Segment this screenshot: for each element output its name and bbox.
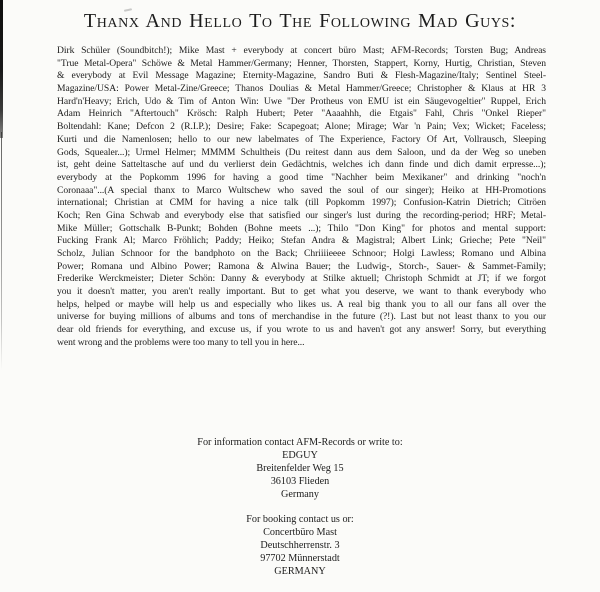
thanks-paragraph — [57, 45, 546, 350]
paragraph-line: Coronaaa"...(A special thanx to Marco Wultschew who saved the soul of our singer); Heiko at HH-Promotions — [57, 184, 546, 196]
paragraph-line: dear old friends for everything, and excuse us, if you wrote to us and haven't got any answer! Sorry, but everything — [57, 324, 546, 336]
paragraph-line: & everybody at Evil Message Magazine; Eternity-Magazine, Sandro Buti & Flesh-Magazine/Italy; Sentinel Steel- — [57, 70, 546, 82]
paragraph-line: everybody at the Popkomm 1996 for having a good time "Nachher beim Mexikaner" and drinking "noch'n — [57, 171, 546, 183]
paragraph-line: ist, geht deine Satteltasche auf und du verlierst dein Gedächtnis, welches ich dann finde und dich damit erpresse...); — [57, 159, 546, 171]
info-contact-heading: For information contact AFM-Records or write to: — [197, 437, 403, 448]
paragraph-line: Fucking Frank Al; Marco Fröhlich; Paddy; Heiko; Stefan Andra & Magistral; Albert Link; Grieche; Pete "Neil" — [57, 235, 546, 247]
paragraph-line: you it doesn't matter, you aren't really important. But to get what you deserve, we want to thank everybody who — [57, 286, 546, 298]
address-line: Breitenfelder Weg 15 — [256, 463, 344, 474]
page-title: Thanx And Hello To The Following Mad Guys: — [83, 10, 517, 32]
paragraph-line: went wrong and the problems were too many to tell you in here... — [57, 336, 305, 348]
address-line: EDGUY — [282, 450, 318, 461]
address-line: 97702 Münnerstadt — [260, 553, 340, 564]
paragraph-line: helps, helped or maybe will help us and especially who likes us. A real big thank you to all our fans all over the — [57, 298, 546, 310]
address-line: Deutschherrenstr. 3 — [260, 540, 340, 551]
booking-contact-heading: For booking contact us or: — [246, 514, 354, 525]
address-line: Germany — [281, 489, 319, 500]
paragraph-line: Dirk Schüler (Soundbitch!); Mike Mast + everybody at concert büro Mast; AFM-Records; Torsten Bug; Andreas — [57, 45, 546, 56]
paragraph-line: universe for buying millions of albums and tons of merchandise in the future (?!). Last but not least thanx to you our — [57, 311, 546, 323]
paragraph-line: international; Christian at CMM for having a nice talk (till Popkomm 1997); Confusion-Katrin Dietrich; Citröen — [57, 197, 546, 209]
address-line: Concertbüro Mast — [263, 527, 337, 538]
paragraph-line: Power; Romana und Albino Power; Ramona & Alwina Bauer; the Ludwig-, Storch-, Sauer- & Sammet-Family; — [57, 260, 546, 272]
paragraph-line: Kurti und die Namenlosen; hello to our new labelmates of The Experience, Factory Of Art, Vollrausch, Sleeping — [57, 133, 546, 145]
paragraph-line: Hard'n'Heavy; Erich, Udo & Tim of Anton Win: Uwe "Der Protheus von EMU ist ein Säugevogeltier" Ruppel, Erich — [57, 95, 546, 107]
address-line: 36103 Flieden — [270, 476, 330, 487]
paragraph-line: Boltendahl: Kane; Defcon 2 (R.I.P.); Desire; Fake: Scapegoat; Alone; Mirage; War 'n Pain; Vex; Wicket; Faceless; — [57, 121, 546, 133]
info-contact-address — [0, 449, 600, 501]
paragraph-line: Koch; Ren Gina Schwab and everybody else that satisfied our singer's lust during the recording-period; HRF; Metal- — [57, 209, 546, 221]
booking-contact-address — [0, 526, 600, 578]
paragraph-line: Frederike Werckmeister; Dieter Schön: Danny & everybody at Stilke aktuell; Christoph Schmidt at JT; if we forgot — [57, 273, 546, 285]
scan-edge-artifact-bottom — [1, 132, 2, 370]
paragraph-line: Magazine/USA: Power Metal-Zine/Greece; Thanos Doulias & Metal Hammer/Greece; Christopher & Klaus at HR 3 — [57, 83, 546, 95]
info-contact-block — [0, 436, 600, 501]
address-line: GERMANY — [274, 566, 326, 577]
paragraph-line: Gods, Squealer...); Urmel Helmer; MMMM Schultheis (Du reitest dann aus dem Saloon, und da der Weg so uneben — [57, 146, 546, 158]
booking-contact-block — [0, 513, 600, 578]
paragraph-line: "True Metal-Opera" Schöwe & Metal Hammer/Germany; Henner, Thorsten, Stappert, Korny, Hurtig, Christian, Steven — [57, 57, 546, 69]
paragraph-line: Scholz, Julian Schnoor for the bandphoto on the Back; Chriiiieeee Schnoor; Holgi Lawless; Romano und Albina — [57, 248, 546, 259]
paragraph-line: Mike Müller; Gottschalk B-Punkt; Bohden (Bohne meets ...); Thilo "Don King" for photos and mental support: — [57, 222, 546, 234]
paragraph-line: Adam Heinrich "Aftertouch" Krösch: Ralph Hubert; Peter "Aaaahhh, die Etgais" Fahl, Chris "Onkel Rieper" — [57, 108, 546, 120]
